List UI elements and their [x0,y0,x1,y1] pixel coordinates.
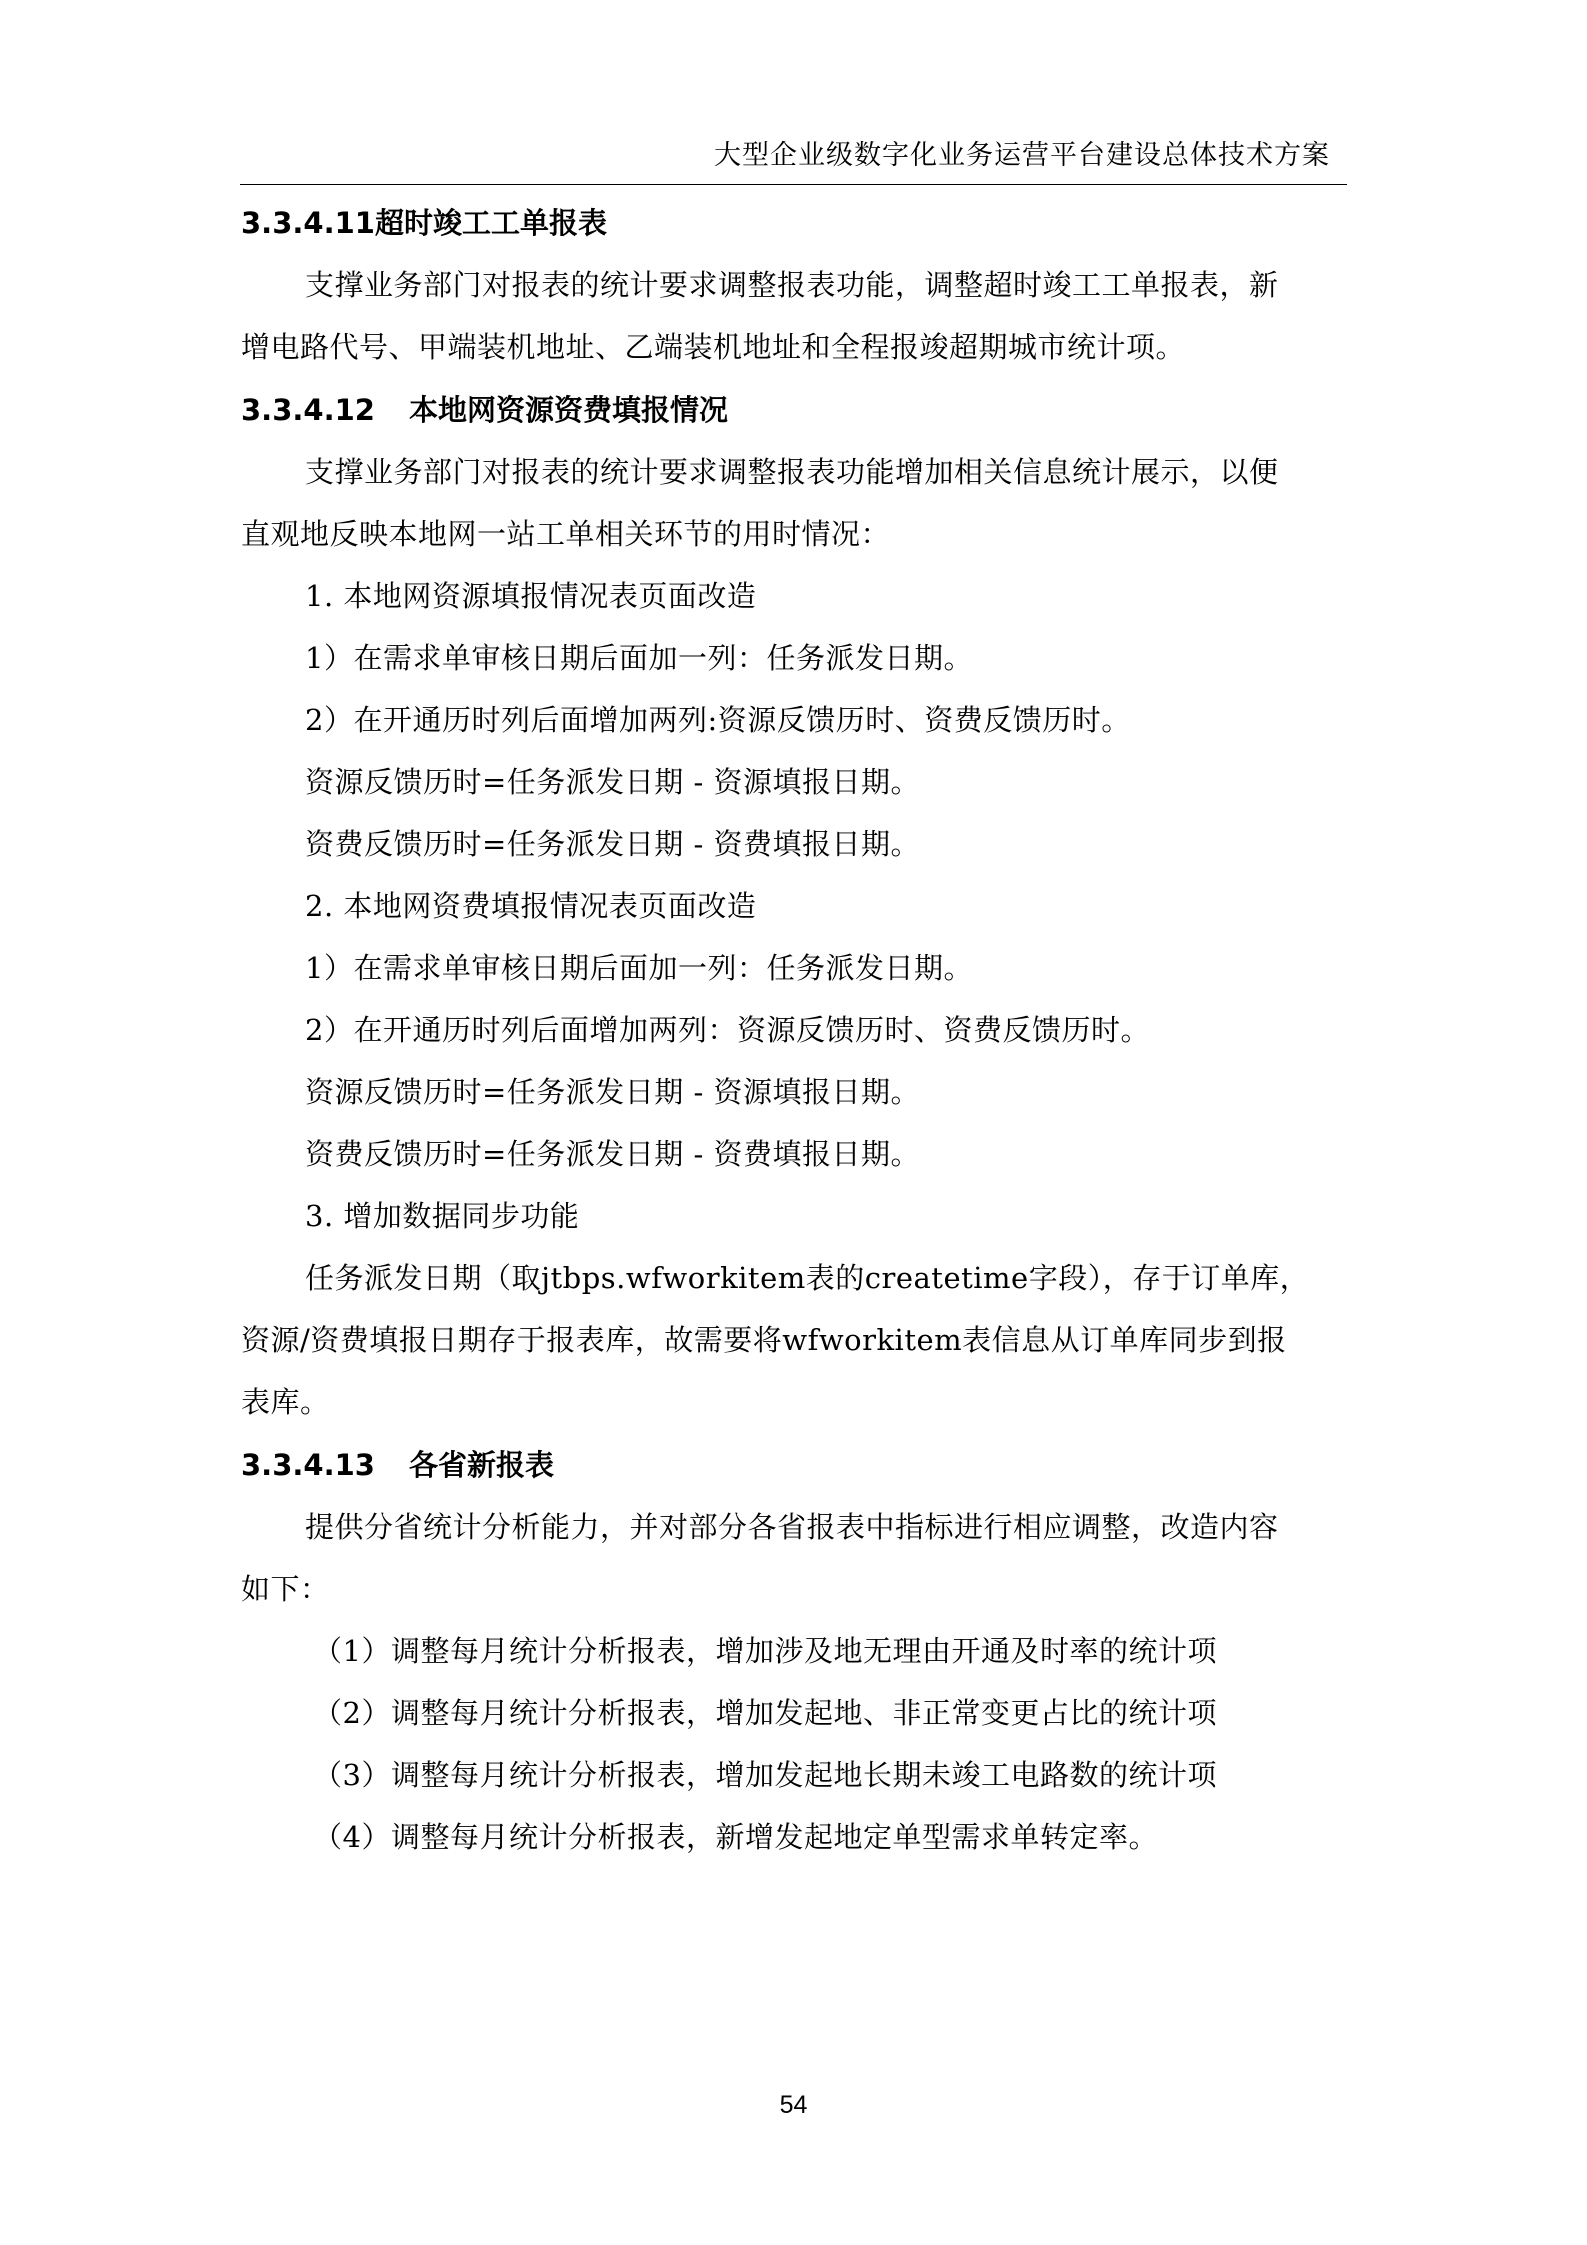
list-item: 资源反馈历时=任务派发日期 - 资源填报日期。 [305,1075,921,1109]
section-paragraph [241,441,1347,1433]
paragraph-line: 直观地反映本地网一站工单相关环节的用时情况： [241,517,891,551]
header-rule [240,184,1347,185]
section-paragraph [241,254,1347,378]
section-heading-3-3-4-12 [241,390,1347,430]
list-item: （1）调整每月统计分析报表，增加涉及地无理由开通及时率的统计项 [313,1634,1217,1668]
section-number: 3.3.4.11 [241,206,375,240]
list-item: 2. 本地网资费填报情况表页面改造 [305,889,757,923]
section-title: 本地网资源资费填报情况 [409,393,729,427]
list-item: （3）调整每月统计分析报表，增加发起地长期未竣工电路数的统计项 [313,1758,1217,1792]
paragraph-line: 提供分省统计分析能力，并对部分各省报表中指标进行相应调整，改造内容 [305,1510,1279,1544]
paragraph-line: 增电路代号、甲端装机地址、乙端装机地址和全程报竣超期城市统计项。 [241,330,1186,364]
paragraph-line: 支撑业务部门对报表的统计要求调整报表功能增加相关信息统计展示，以便 [305,455,1279,489]
list-item: 1）在需求单审核日期后面加一列：任务派发日期。 [305,951,973,985]
list-item: 1. 本地网资源填报情况表页面改造 [305,579,757,613]
section-title: 各省新报表 [409,1448,555,1482]
section-paragraph [241,1496,1347,1868]
list-item: 2）在开通历时列后面增加两列:资源反馈历时、资费反馈历时。 [305,703,1131,737]
list-item: 资费反馈历时=任务派发日期 - 资费填报日期。 [305,827,921,861]
section-number: 3.3.4.12 [241,393,375,427]
paragraph-line: 任务派发日期（取jtbps.wfworkitem表的createtime字段），存于订单库， [305,1261,1310,1295]
list-item: 3. 增加数据同步功能 [305,1199,580,1233]
list-item: 资费反馈历时=任务派发日期 - 资费填报日期。 [305,1137,921,1171]
paragraph-line: 如下： [241,1572,330,1606]
page-content [241,203,1347,1868]
list-item: 1）在需求单审核日期后面加一列：任务派发日期。 [305,641,973,675]
list-item: （4）调整每月统计分析报表，新增发起地定单型需求单转定率。 [313,1820,1158,1854]
paragraph-line: 支撑业务部门对报表的统计要求调整报表功能，调整超时竣工工单报表，新 [305,268,1279,302]
list-item: 2）在开通历时列后面增加两列：资源反馈历时、资费反馈历时。 [305,1013,1150,1047]
page-number: 54 [779,2091,808,2119]
section-heading-3-3-4-13 [241,1445,1347,1485]
list-item: 资源反馈历时=任务派发日期 - 资源填报日期。 [305,765,921,799]
paragraph-line: 资源/资费填报日期存于报表库，故需要将wfworkitem表信息从订单库同步到报 [241,1323,1287,1357]
section-heading-3-3-4-11 [241,203,1347,243]
section-number: 3.3.4.13 [241,1448,375,1482]
running-header: 大型企业级数字化业务运营平台建设总体技术方案 [714,140,1330,171]
section-title: 超时竣工工单报表 [374,206,607,240]
paragraph-line: 表库。 [241,1385,330,1419]
list-item: （2）调整每月统计分析报表，增加发起地、非正常变更占比的统计项 [313,1696,1217,1730]
